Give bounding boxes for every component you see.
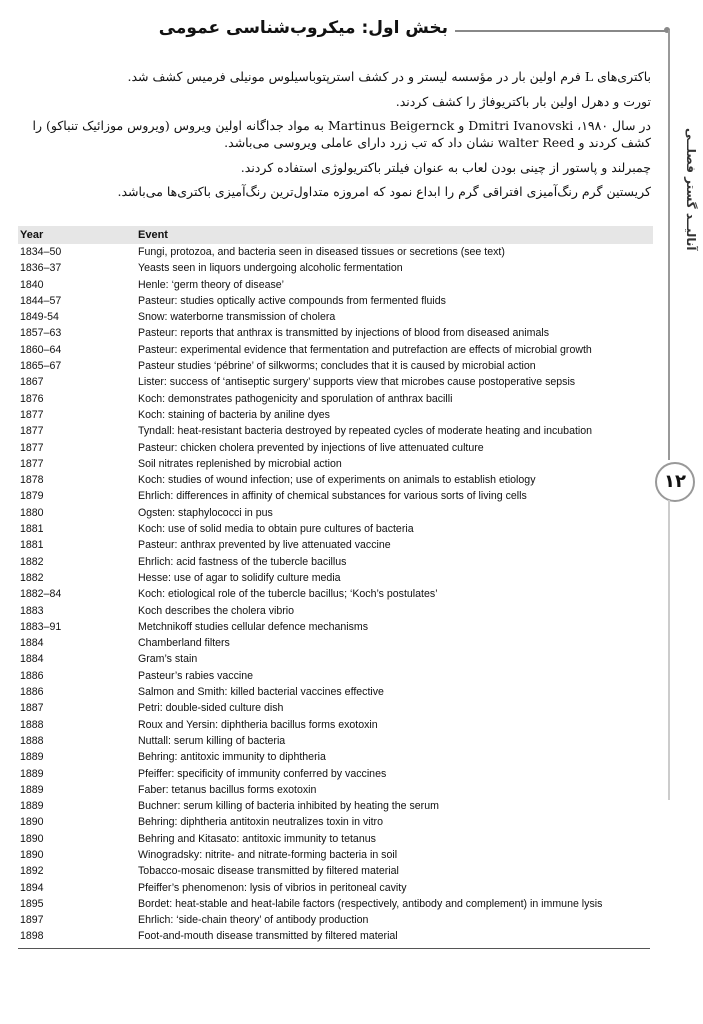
table-row xyxy=(18,684,653,700)
event-cell: Koch: etiological role of the tubercle bacillus; ‘Koch’s postulates’ xyxy=(138,588,438,601)
event-cell: Behring: antitoxic immunity to diphtheria xyxy=(138,751,326,764)
year-cell: 1889 xyxy=(20,751,44,764)
year-cell: 1898 xyxy=(20,930,44,943)
year-cell: 1895 xyxy=(20,897,44,910)
year-cell: 1877 xyxy=(20,457,44,470)
table-row xyxy=(18,912,653,928)
event-cell: Koch: demonstrates pathogenicity and sporulation of anthrax bacilli xyxy=(138,392,453,405)
event-cell: Winogradsky: nitrite- and nitrate-forming bacteria in soil xyxy=(138,848,398,861)
table-row xyxy=(18,391,653,407)
event-cell: Pasteur studies ‘pébrine’ of silkworms; concludes that it is caused by microbial action xyxy=(138,360,536,373)
event-cell: Nuttall: serum killing of bacteria xyxy=(138,734,286,747)
year-cell: 1867 xyxy=(20,376,44,389)
year-cell: 1865–67 xyxy=(20,360,62,373)
table-row xyxy=(18,847,653,863)
year-cell: 1849-54 xyxy=(20,311,59,324)
header-rule xyxy=(455,30,670,32)
table-row xyxy=(18,309,653,325)
year-cell: 1884 xyxy=(20,653,44,666)
event-cell: Buchner: serum killing of bacteria inhibited by heating the serum xyxy=(138,800,439,813)
event-cell: Roux and Yersin: diphtheria bacillus forms exotoxin xyxy=(138,718,378,731)
section-title: بخش اول: میکروب‌شناسی عمومی xyxy=(158,18,448,38)
year-cell: 1834–50 xyxy=(20,246,62,258)
event-cell: Ehrlich: ‘side-chain theory’ of antibody production xyxy=(138,914,369,927)
event-cell: Ehrlich: differences in affinity of chemical substances for various sorts of living cells xyxy=(138,490,527,503)
year-cell: 1889 xyxy=(20,783,44,796)
year-cell: 1881 xyxy=(20,539,44,552)
year-cell: 1888 xyxy=(20,718,44,731)
event-cell: Tobacco-mosaic disease transmitted by filtered material xyxy=(138,865,399,878)
year-cell: 1860–64 xyxy=(20,343,62,356)
table-row xyxy=(18,635,653,651)
year-cell: 1883 xyxy=(20,604,44,617)
table-row xyxy=(18,260,653,276)
bottom-rule xyxy=(18,948,650,949)
table-row xyxy=(18,293,653,309)
event-cell: Koch describes the cholera vibrio xyxy=(138,604,295,617)
year-cell: 1897 xyxy=(20,914,44,927)
event-cell: Pasteur: anthrax prevented by live attenuated vaccine xyxy=(138,539,391,552)
intro-paragraph: باکتری‌های L فرم اولین بار در مؤسسه لیستر و در کشف استرپتوباسیلوس مونیلی فرمیس کشف شد. xyxy=(127,69,651,84)
table-row xyxy=(18,358,653,374)
year-cell: 1884 xyxy=(20,637,44,650)
table-row xyxy=(18,619,653,635)
event-cell: Pasteur: reports that anthrax is transmitted by injections of blood from diseased animals xyxy=(138,327,550,340)
year-cell: 1890 xyxy=(20,816,44,829)
event-cell: Ehrlich: acid fastness of the tubercle bacillus xyxy=(138,555,347,568)
year-cell: 1881 xyxy=(20,523,44,536)
table-row xyxy=(18,407,653,423)
table-row xyxy=(18,880,653,896)
intro-paragraph: تورت و دهرل اولین بار باکتریوفاژ را کشف کردند. xyxy=(395,93,651,109)
year-cell: 1890 xyxy=(20,832,44,845)
timeline-table xyxy=(18,226,653,945)
event-cell: Koch: studies of wound infection; use of experiments on animals to establish etiology xyxy=(138,474,536,487)
event-cell: Pasteur’s rabies vaccine xyxy=(138,669,254,682)
event-cell: Gram’s stain xyxy=(138,653,198,666)
side-label: آنالیــد گستر فصلــی xyxy=(684,127,698,250)
year-cell: 1877 xyxy=(20,441,44,454)
table-row xyxy=(18,570,653,586)
event-cell: Bordet: heat-stable and heat-labile factors (respectively, antibody and complement) in immune lysis xyxy=(138,897,603,910)
event-cell: Faber: tetanus bacillus forms exotoxin xyxy=(138,783,317,796)
table-row xyxy=(18,505,653,521)
table-row xyxy=(18,603,653,619)
year-cell: 1882 xyxy=(20,571,44,584)
table-row xyxy=(18,440,653,456)
table-row xyxy=(18,749,653,765)
year-cell: 1894 xyxy=(20,881,44,894)
event-cell: Pfeiffer: specificity of immunity conferred by vaccines xyxy=(138,767,387,780)
year-cell: 1880 xyxy=(20,506,44,519)
table-row xyxy=(18,896,653,912)
event-cell: Foot-and-mouth disease transmitted by filtered material xyxy=(138,930,398,943)
table-row xyxy=(18,766,653,782)
year-cell: 1840 xyxy=(20,278,44,291)
table-row xyxy=(18,733,653,749)
year-cell: 1887 xyxy=(20,702,44,715)
table-body xyxy=(18,244,653,945)
event-header: Event xyxy=(138,229,168,241)
table-header xyxy=(18,226,653,244)
year-cell: 1879 xyxy=(20,490,44,503)
intro-paragraph: چمبرلند و پاستور از چینی بودن لعاب به عنوان فیلتر باکتریولوژی استفاده کردند. xyxy=(240,159,651,175)
event-cell: Lister: success of ‘antiseptic surgery’ supports view that microbes cause postoperative sepsis xyxy=(138,376,576,389)
event-cell: Chamberland filters xyxy=(138,637,230,650)
table-row xyxy=(18,668,653,684)
year-cell: 1876 xyxy=(20,392,44,405)
year-cell: 1889 xyxy=(20,800,44,813)
year-cell: 1890 xyxy=(20,848,44,861)
event-cell: Behring and Kitasato: antitoxic immunity to tetanus xyxy=(138,832,376,845)
table-row xyxy=(18,342,653,358)
year-header: Year xyxy=(20,229,44,241)
year-cell: 1877 xyxy=(20,408,44,421)
page-number: ۱۲ xyxy=(655,462,695,502)
side-strip-lower xyxy=(668,500,670,800)
year-cell: 1886 xyxy=(20,686,44,699)
table-row xyxy=(18,700,653,716)
event-cell: Yeasts seen in liquors undergoing alcoholic fermentation xyxy=(138,262,403,275)
event-cell: Snow: waterborne transmission of cholera xyxy=(138,311,336,324)
year-cell: 1844–57 xyxy=(20,294,62,307)
year-cell: 1886 xyxy=(20,669,44,682)
event-cell: Salmon and Smith: killed bacterial vaccines effective xyxy=(138,686,384,699)
event-cell: Fungi, protozoa, and bacteria seen in diseased tissues or secretions (see text) xyxy=(138,246,505,258)
event-cell: Hesse: use of agar to solidify culture media xyxy=(138,571,341,584)
table-row xyxy=(18,831,653,847)
table-row xyxy=(18,521,653,537)
event-cell: Koch: use of solid media to obtain pure cultures of bacteria xyxy=(138,523,414,536)
event-cell: Tyndall: heat-resistant bacteria destroyed by repeated cycles of moderate heating and incubation xyxy=(138,425,593,438)
event-cell: Petri: double-sided culture dish xyxy=(138,702,284,715)
table-row xyxy=(18,863,653,879)
table-row xyxy=(18,456,653,472)
year-cell: 1889 xyxy=(20,767,44,780)
table-row xyxy=(18,798,653,814)
event-cell: Pasteur: experimental evidence that fermentation and putrefaction are effects of microbial growth xyxy=(138,343,592,356)
event-cell: Pfeiffer’s phenomenon: lysis of vibrios in peritoneal cavity xyxy=(138,881,407,894)
table-row xyxy=(18,651,653,667)
year-cell: 1882 xyxy=(20,555,44,568)
table-row xyxy=(18,554,653,570)
year-cell: 1857–63 xyxy=(20,327,62,340)
table-row xyxy=(18,488,653,504)
year-cell: 1892 xyxy=(20,865,44,878)
year-cell: 1883–91 xyxy=(20,620,62,633)
side-strip xyxy=(668,30,670,460)
event-cell: Pasteur: chicken cholera prevented by injections of live attenuated culture xyxy=(138,441,484,454)
intro-paragraph: کریستین گرم رنگ‌آمیزی افتراقی گرم را ابداع نمود که امروزه متداول‌ترین رنگ‌آمیزی باکتری‌ها می‌باشد. xyxy=(117,184,651,199)
year-cell: 1878 xyxy=(20,474,44,487)
event-cell: Ogsten: staphylococci in pus xyxy=(138,506,273,519)
table-row xyxy=(18,472,653,488)
table-row xyxy=(18,717,653,733)
table-row xyxy=(18,374,653,390)
event-cell: Pasteur: studies optically active compounds from fermented fluids xyxy=(138,294,446,307)
table-row xyxy=(18,537,653,553)
table-row xyxy=(18,782,653,798)
event-cell: Metchnikoff studies cellular defence mechanisms xyxy=(138,620,369,633)
event-cell: Henle: ‘germ theory of disease’ xyxy=(138,278,285,291)
table-row xyxy=(18,325,653,341)
intro-paragraph: در سال ۱۹۸۰، Dmitri Ivanovski و Martinus Beigernck به مواد جداگانه اولین ویروس (ویروس موزائیک تنباکو) را کشف کردند و walter Reed نشان داد که تب زرد دارای عاملی ویروسی می‌باشد. xyxy=(32,118,651,150)
year-cell: 1836–37 xyxy=(20,262,62,275)
table-row xyxy=(18,244,653,260)
event-cell: Behring: diphtheria antitoxin neutralizes toxin in vitro xyxy=(138,816,383,829)
year-cell: 1882–84 xyxy=(20,588,62,601)
intro-text xyxy=(31,68,651,208)
event-cell: Soil nitrates replenished by microbial action xyxy=(138,457,342,470)
year-cell: 1877 xyxy=(20,425,44,438)
year-cell: 1888 xyxy=(20,734,44,747)
table-row xyxy=(18,423,653,439)
table-row xyxy=(18,277,653,293)
event-cell: Koch: staining of bacteria by aniline dyes xyxy=(138,408,330,421)
table-row xyxy=(18,586,653,602)
table-row xyxy=(18,814,653,830)
table-row xyxy=(18,928,653,944)
